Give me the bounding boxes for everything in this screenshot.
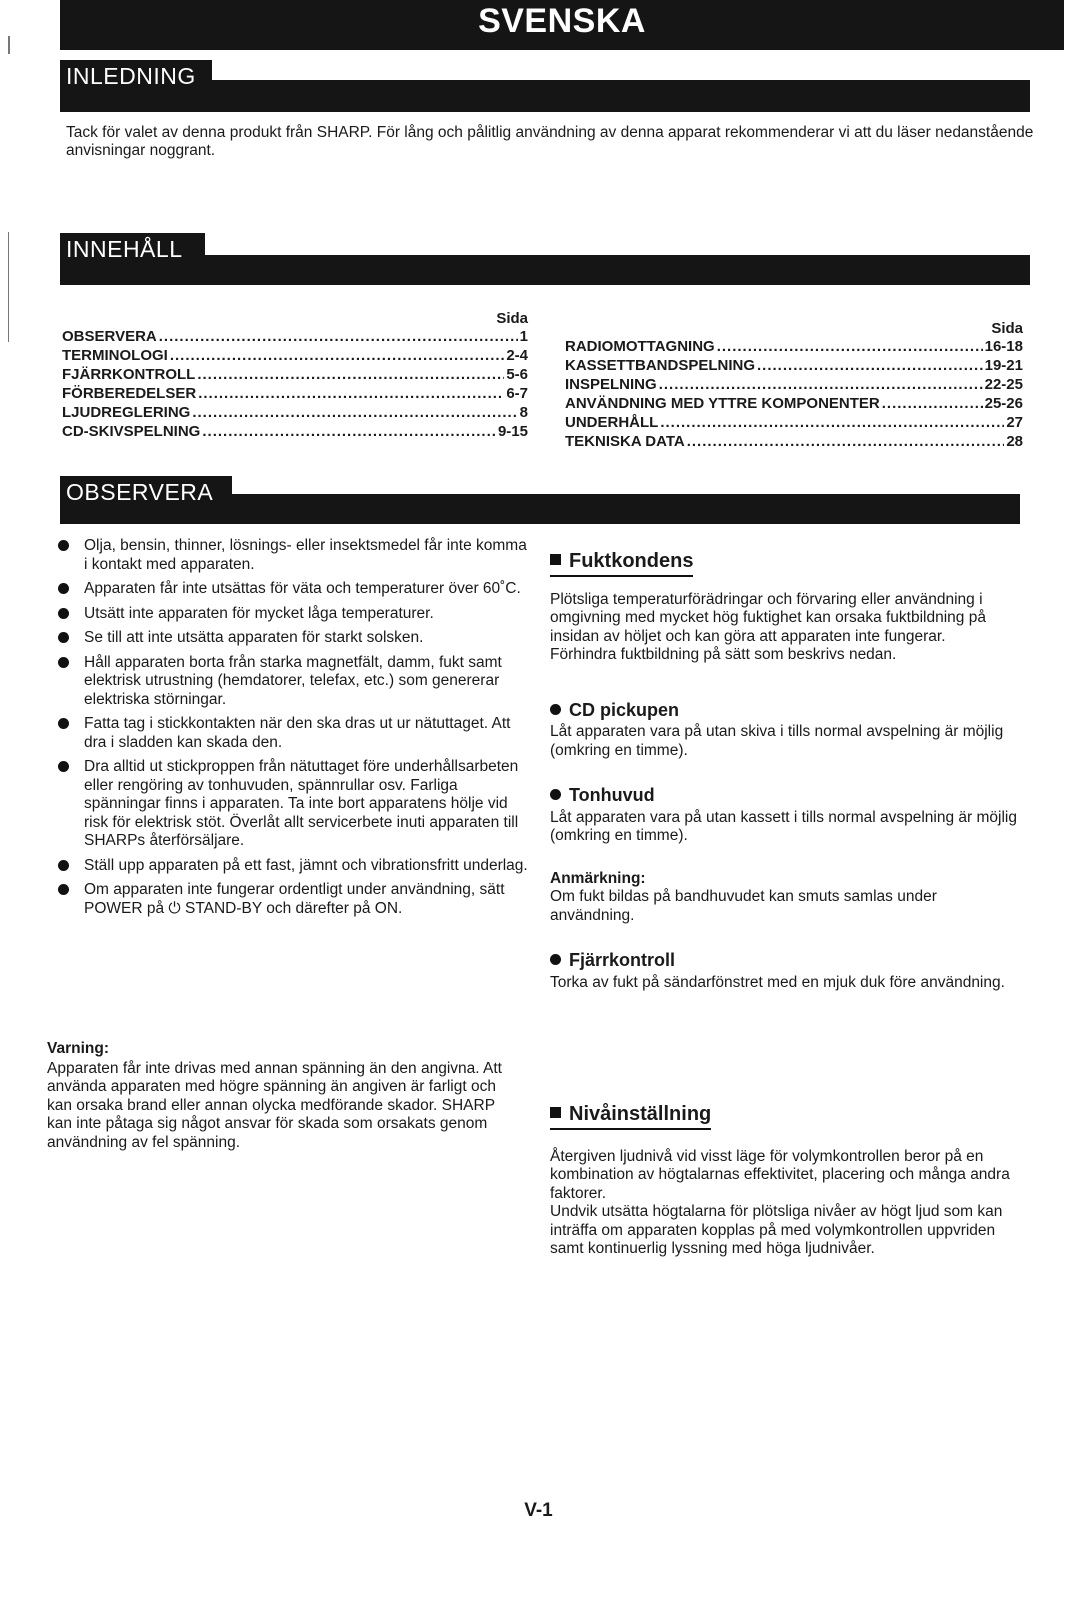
section-title-contents: INNEHÅLL (66, 236, 183, 262)
level-paragraph: Återgiven ljudnivå vid visst läge för volymkontrollen beror på en kombination av högtalarnas effektivitet, placering och många andra faktorer. (550, 1147, 1010, 1202)
bullet-icon (58, 860, 69, 871)
list-item: Apparaten får inte utsättas för väta och temperaturer över 60˚C. (58, 580, 528, 599)
list-item: Se till att inte utsätta apparaten för starkt solsken. (58, 629, 528, 648)
level-paragraph: Undvik utsätta högtalarna för plötsliga nivåer av högt ljud som kan inträffa om apparaten kopplas på med volymkontrollen uppvriden samt kontinuerlig lyssning med höga ljudnivåer. (550, 1203, 1003, 1257)
section-header-observe (60, 476, 232, 508)
bullet-icon (58, 583, 69, 594)
condensation-heading: Fuktkondens (550, 552, 693, 577)
section-header-contents (60, 233, 205, 265)
bullet-icon (58, 632, 69, 643)
condensation-paragraph: Förhindra fuktbildning på sätt som beskrivs nedan. (550, 646, 897, 663)
tape-head-heading: Tonhuvud (550, 786, 1018, 805)
cd-pickup-text: Låt apparaten vara på utan skiva i tills normal avspelning är möjlig (omkring en timme). (550, 723, 1004, 759)
cd-pickup-heading: CD pickupen (550, 701, 1018, 720)
toc-page-header: Sida (991, 320, 1023, 337)
observe-list (58, 537, 528, 924)
toc-row: RADIOMOTTAGNING ..... 16-18 (565, 338, 1023, 357)
warning-heading: Varning: (47, 1040, 110, 1057)
toc-page-header: Sida (496, 310, 528, 327)
bullet-icon (58, 761, 69, 772)
toc-right (565, 320, 1023, 452)
bullet-icon (58, 884, 69, 895)
language-title: SVENSKA (478, 2, 646, 40)
square-bullet-icon (550, 1107, 561, 1118)
section-title-observe: OBSERVERA (66, 479, 214, 505)
warning-text: Apparaten får inte drivas med annan spänning än den angivna. Att använda apparaten med högre spänning än angiven är farligt och kan orsaka brand eller annan olycka medförande skador. SHARP kan inte påtaga sig något ansvar för skada som orsakats genom användning av fel spänning. (47, 1059, 502, 1151)
level-heading: Nivåinställning (550, 1105, 711, 1130)
section-rule-contents (60, 255, 1030, 285)
margin-mark (8, 232, 9, 342)
list-item: Utsätt inte apparaten för mycket låga temperaturer. (58, 605, 528, 624)
toc-row: UNDERHÅLL ..... 27 (565, 414, 1023, 433)
condensation-paragraph: Plötsliga temperaturförädringar och förvaring eller användning i omgivning med mycket hög fuktighet kan orsaka fuktbildning på insidan av höljet och kan göra att apparaten inte fungerar. (550, 590, 986, 645)
toc-row: FÖRBEREDELSER ..... 6-7 (62, 385, 528, 404)
toc-row: OBSERVERA ..... 1 (62, 328, 528, 347)
toc-row: ANVÄNDNING MED YTTRE KOMPONENTER ..... 25-26 (565, 395, 1023, 414)
condensation-section (550, 552, 1018, 992)
list-item: Håll apparaten borta från starka magnetfält, damm, fukt samt elektrisk utrustning (hemdatorer, telefax, etc.) som genererar elektriska störningar. (58, 654, 528, 710)
list-item: Ställ upp apparaten på ett fast, jämnt och vibrationsfritt underlag. (58, 857, 528, 876)
level-section (550, 1105, 1018, 1259)
remote-text: Torka av fukt på sändarfönstret med en mjuk duk före användning. (550, 973, 1005, 991)
section-title-intro: INLEDNING (66, 63, 196, 89)
toc-left (62, 310, 528, 442)
remote-heading: Fjärrkontroll (550, 951, 1018, 970)
bullet-icon (550, 704, 561, 715)
list-item: Fatta tag i stickkontakten när den ska dras ut ur nätuttaget. Att dra i sladden kan skada den. (58, 715, 528, 752)
toc-row: TERMINOLOGI ..... 2-4 (62, 347, 528, 366)
margin-mark (8, 36, 10, 54)
list-item: Dra alltid ut stickproppen från nätuttaget före underhållsarbeten eller rengöring av tonhuvuden, spännrullar osv. Farliga spänningar finns i apparaten. Ta inte bort apparatens hölje vid risk för elektrisk stöt. Överlåt allt servicerbete inuti apparaten till SHARPs återförsäljare. (58, 758, 528, 851)
list-item: Om apparaten inte fungerar ordentligt under användning, sätt POWER på ⏻ STAND-BY och därefter på ON. (58, 881, 528, 918)
toc-row: TEKNISKA DATA ..... 28 (565, 433, 1023, 452)
intro-text: Tack för valet av denna produkt från SHARP. För lång och pålitlig användning av denna apparat rekommenderar vi att du läser nedanstående anvisningar noggrant. (66, 124, 1034, 159)
tape-head-text: Låt apparaten vara på utan kassett i tills normal avspelning är möjlig (omkring en timme). (550, 808, 1017, 844)
bullet-icon (58, 718, 69, 729)
bullet-icon (58, 657, 69, 668)
toc-row: KASSETTBANDSPELNING ..... 19-21 (565, 357, 1023, 376)
section-header-intro (60, 60, 212, 92)
square-bullet-icon (550, 554, 561, 565)
bullet-icon (550, 954, 561, 965)
language-header-bar (60, 0, 1064, 50)
note-text: Om fukt bildas på bandhuvudet kan smuts samlas under användning. (550, 888, 937, 924)
bullet-icon (550, 789, 561, 800)
toc-row: LJUDREGLERING ..... 8 (62, 404, 528, 423)
toc-row: FJÄRRKONTROLL ..... 5-6 (62, 366, 528, 385)
bullet-icon (58, 540, 69, 551)
warning-block (47, 1040, 515, 1152)
note-heading: Anmärkning: (550, 869, 646, 887)
list-item: Olja, bensin, thinner, lösnings- eller insektsmedel får inte komma i kontakt med apparaten. (58, 537, 528, 574)
toc-row: INSPELNING ..... 22-25 (565, 376, 1023, 395)
toc-row: CD-SKIVSPELNING ..... 9-15 (62, 423, 528, 442)
page-number: V-1 (524, 1500, 553, 1521)
bullet-icon (58, 608, 69, 619)
